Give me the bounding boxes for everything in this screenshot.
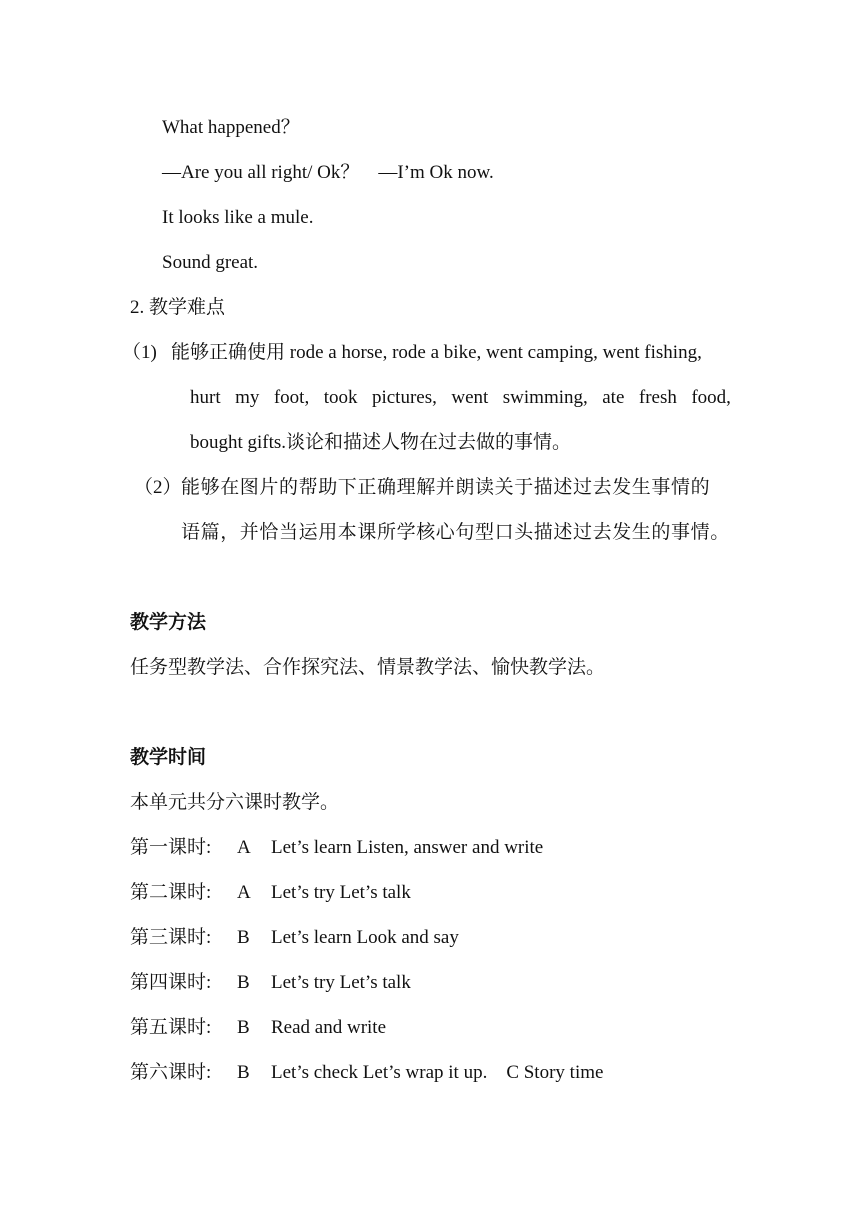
- lesson-label: 第二课时:: [130, 882, 212, 903]
- lesson-content: Let’s check Let’s wrap it up. C Story time: [271, 1062, 604, 1083]
- word: my: [235, 387, 260, 408]
- methods-text: 任务型教学法、合作探究法、情景教学法、愉快教学法。: [130, 657, 606, 678]
- lesson-content: Read and write: [271, 1017, 387, 1038]
- item1-first-line: 能够正确使用 rode a horse, rode a bike, went camping, went fishing,: [171, 342, 702, 363]
- word: pictures,: [371, 387, 437, 408]
- lesson-part: B: [237, 927, 250, 948]
- phrase-line: What happened？: [162, 117, 300, 138]
- word: swimming,: [502, 387, 588, 408]
- word: took: [323, 387, 358, 408]
- word: hurt: [190, 387, 221, 408]
- lesson-part: A: [237, 837, 251, 858]
- item2-number: （2）: [134, 477, 182, 498]
- word: ate: [602, 387, 625, 408]
- lesson-part: A: [237, 882, 251, 903]
- word: fresh: [638, 387, 677, 408]
- lesson-content: Let’s try Let’s talk: [271, 882, 411, 903]
- word: went: [451, 387, 489, 408]
- phrase-line: It looks like a mule.: [162, 207, 314, 228]
- item2-first-line: 能够在图片的帮助下正确理解并朗读关于描述过去发生事情的: [181, 477, 711, 498]
- lesson-content: Let’s learn Listen, answer and write: [271, 837, 544, 858]
- time-intro: 本单元共分六课时教学。: [130, 792, 340, 813]
- item1-third-line: bought gifts.谈论和描述人物在过去做的事情。: [190, 432, 572, 453]
- methods-heading: 教学方法: [130, 612, 207, 633]
- lesson-part: B: [237, 1062, 250, 1083]
- item1-number: （1): [122, 342, 157, 363]
- time-heading: 教学时间: [130, 747, 207, 768]
- phrase-line: Sound great.: [162, 252, 259, 273]
- lesson-part: B: [237, 1017, 250, 1038]
- lesson-content: Let’s learn Look and say: [271, 927, 459, 948]
- lesson-label: 第三课时:: [130, 927, 212, 948]
- word: foot,: [273, 387, 310, 408]
- item2-second-line: 语篇，并恰当运用本课所学核心句型口头描述过去发生的事情。: [181, 522, 730, 543]
- difficulty-heading: 2. 教学难点: [130, 297, 226, 318]
- lesson-content: Let’s try Let’s talk: [271, 972, 411, 993]
- lesson-label: 第五课时:: [130, 1017, 212, 1038]
- item1-second-line: [190, 386, 731, 410]
- lesson-label: 第四课时:: [130, 972, 212, 993]
- lesson-part: B: [237, 972, 250, 993]
- phrase-line: —Are you all right/ Ok？ —I’m Ok now.: [162, 162, 494, 183]
- lesson-label: 第六课时:: [130, 1062, 212, 1083]
- lesson-label: 第一课时:: [130, 837, 212, 858]
- word: food,: [691, 387, 731, 408]
